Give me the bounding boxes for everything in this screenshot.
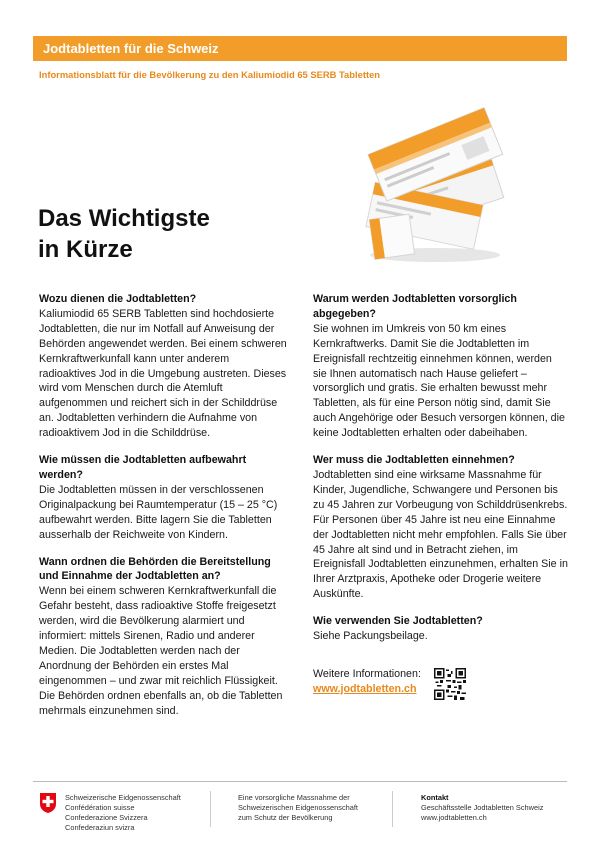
- footer-separator: [392, 791, 393, 827]
- header-bar-title: Jodtabletten für die Schweiz: [43, 41, 219, 56]
- section-how-to-use: [313, 614, 568, 644]
- section-answer: Siehe Packungsbeilage.: [313, 630, 428, 643]
- footer-line: Confederaziun svizra: [65, 823, 135, 832]
- footer-divider: [33, 781, 567, 782]
- section-question: Wer muss die Jodtabletten einnehmen?: [313, 454, 515, 467]
- footer-measure-note: [238, 793, 388, 823]
- section-answer: Wenn bei einem schweren Kernkraftwerkunfall die Gefahr besteht, dass radioaktive Stoffe freigesetzt werden, wird die Bevölkerung alarmiert und informiert: mittels Sirenen, Radio und anderer Medien. Die Jodtabletten werden nach der Anordnung der Behörden ein erstes Mal eingenommen – und zwar mit reichlich Flüssigkeit. Die Behörden ordnen ebenfalls an, ob die Tabletten mehrmals einzunehmen sind.: [39, 585, 283, 717]
- footer-contact-link[interactable]: www.jodtabletten.ch: [421, 813, 487, 822]
- footer-line: zum Schutz der Bevölkerung: [238, 813, 333, 822]
- footer-line: Schweizerische Eidgenossenschaft: [65, 793, 181, 802]
- footer-line: Eine vorsorgliche Massnahme der: [238, 793, 350, 802]
- header-bar: [33, 36, 567, 61]
- section-why-distributed: [313, 292, 568, 441]
- section-purpose: [39, 292, 289, 441]
- section-who-takes: [313, 453, 568, 602]
- section-answer: Sie wohnen im Umkreis von 50 km eines Kernkraftwerks. Damit Sie die Jodtabletten im Ereignisfall rechtzeitig einnehmen können, werden sie Ihnen automatisch nach Hause geliefert – vorsorglich und gratis. Sie erhalten bewusst mehr Tabletten, als für eine Person nötig sind, damit Sie auch Angehörige oder Besuch versorgen können, die keine Jodtabletten erhalten oder dabeihaben.: [313, 322, 565, 440]
- footer-line: Confederazione Svizzera: [65, 813, 148, 822]
- footer-federal-names: [65, 793, 205, 833]
- section-answer: Kaliumiodid 65 SERB Tabletten sind hochdosierte Jodtabletten, die nur im Notfall auf Anweisung der Behörden angewendet werden. Bei einem schweren Kernkraftwerkunfall kann unter anderem radioaktives Jod in die Umgebung austreten. Dieses wird vom Menschen durch die Atemluft aufgenommen und reichert sich in der Schilddrüse an. Jodtabletten verhindern die Aufnahme von radioaktivem Jod in die Schilddrüse.: [39, 307, 287, 440]
- section-question: Wie verwenden Sie Jodtabletten?: [313, 615, 483, 628]
- footer-separator: [210, 791, 211, 827]
- footer-line: Geschäftsstelle Jodtabletten Schweiz: [421, 803, 544, 812]
- right-column: [313, 292, 568, 656]
- section-question: Wann ordnen die Behörden die Bereitstellung und Einnahme der Jodtabletten an?: [39, 555, 271, 583]
- section-question: Wozu dienen die Jodtabletten?: [39, 293, 197, 305]
- website-link[interactable]: www.jodtabletten.ch: [313, 682, 417, 695]
- footer-line: Schweizerischen Eidgenossenschaft: [238, 803, 358, 812]
- section-storage: [39, 453, 289, 542]
- page-title-line-1: Das Wichtigste: [38, 205, 210, 232]
- left-column: [39, 292, 289, 730]
- more-info-label: Weitere Informationen:: [313, 668, 421, 680]
- product-package-illustration: [355, 100, 515, 265]
- page-title: [38, 203, 210, 265]
- document-subtitle: Informationsblatt für die Bevölkerung zu den Kaliumiodid 65 SERB Tabletten: [39, 69, 381, 80]
- section-question: Wie müssen die Jodtabletten aufbewahrt werden?: [39, 454, 247, 481]
- footer-line: Confédération suisse: [65, 803, 135, 812]
- page-title-line-2: in Kürze: [38, 236, 133, 263]
- section-authority-order: [39, 555, 289, 719]
- qr-code-icon[interactable]: [434, 668, 466, 700]
- swiss-cross-icon: [39, 792, 57, 814]
- section-answer: Die Jodtabletten müssen in der verschlossenen Originalpackung bei Raumtemperatur (15 – 25 °C) aufbewahrt werden. Bitte lagern Sie die Tabletten ausserhalb der Reichweite von Kindern.: [39, 483, 278, 541]
- section-question: Warum werden Jodtabletten vorsorglich abgegeben?: [313, 293, 517, 320]
- footer-contact-heading: Kontakt: [421, 793, 449, 802]
- section-answer: Jodtabletten sind eine wirksame Massnahme für Kinder, Jugendliche, Schwangere und Personen bis zu 45 Jahren zur Vorbeugung von Schilddrüsenkrebs. Für Personen über 45 Jahre ist neu eine Einnahme der Jodtabletten nicht mehr empfohlen. Falls Sie über 45 Jahre alt sind und in Betracht ziehen, im Ereignisfall Jodtabletten einzunehmen, erhalten Sie in Ihrer Arztpraxis, Apotheke oder Drogerie weitere Auskünfte.: [313, 468, 568, 601]
- footer-contact: [421, 793, 571, 823]
